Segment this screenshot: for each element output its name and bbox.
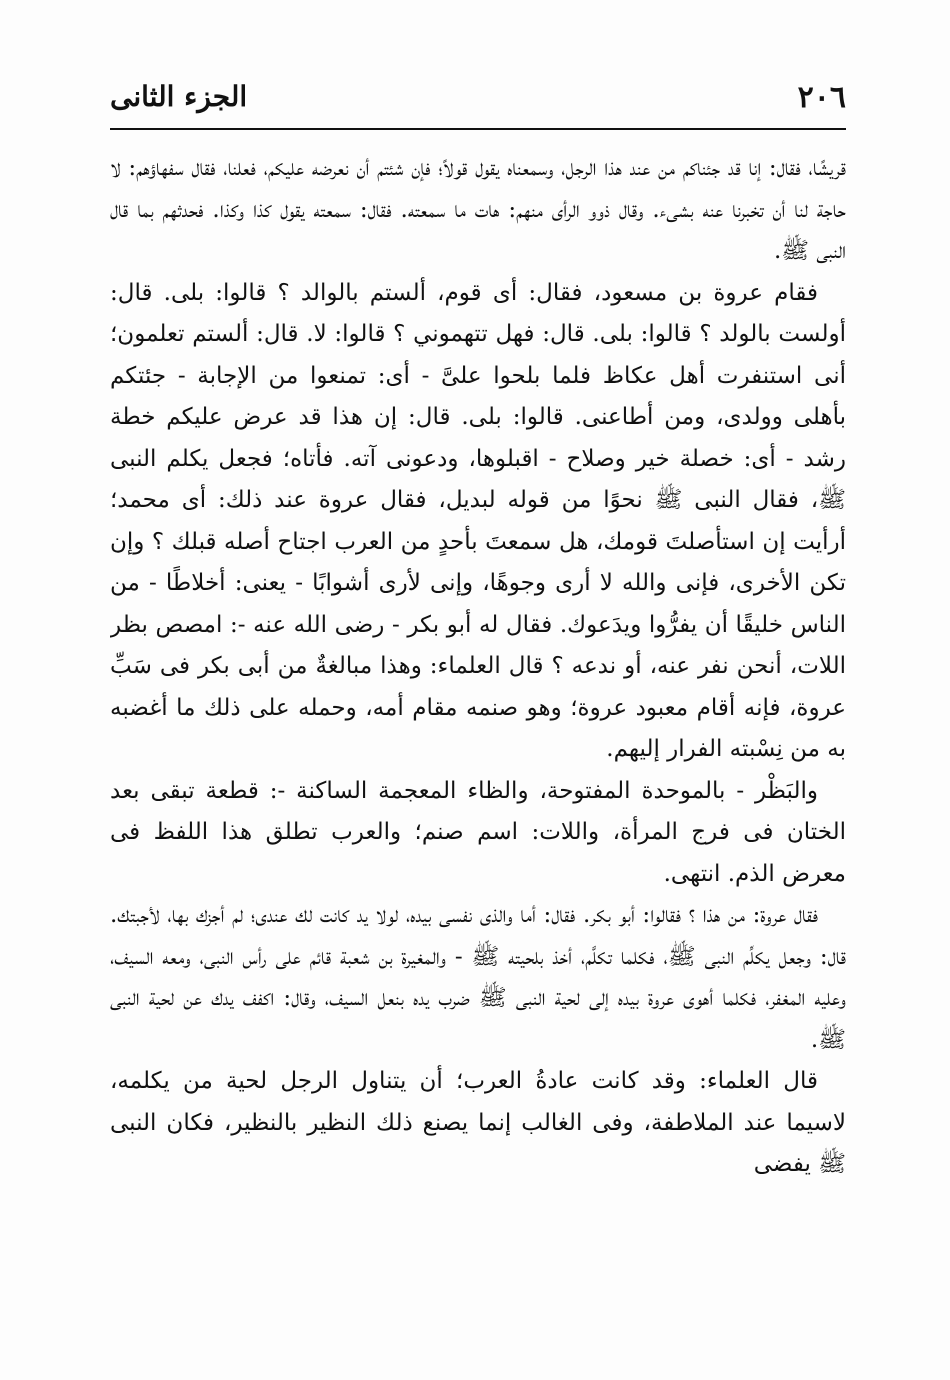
paragraph: والبَظْر - بالموحدة المفتوحة، والظاء المعجمة الساكنة -: قطعة تبقى بعد الختان فى فرج المرأة، واللات: اسم صنم؛ والعرب تطلق هذا اللفظ فى معرض الذم. انتهى. <box>110 777 846 887</box>
paragraph: قريشًا، فقال: إنا قد جئناكم من عند هذا الرجل، وسمعناه يقول قولاً؛ فإن شئتم أن نعرضه عليكم، فعلنا، فقال سفهاؤهم: لا حاجة لنا أن تخبرنا عنه بشىء. وقال ذوو الرأى منهم: هات ما سمعته. فقال: سمعته يقول كذا وكذا. فحدثهم بما قال النبى ﷺ. <box>110 155 846 264</box>
page-number: ٢٠٦ <box>797 80 846 115</box>
header-divider <box>110 128 846 130</box>
paragraph: فقام عروة بن مسعود، فقال: أى قوم، ألستم بالوالد ؟ قالوا: بلى. قال: أولست بالولد ؟ قالوا: بلى. قال: فهل تتهموني ؟ قالوا: لا. قال: ألستم تعلمون؛ أنى استنفرت أهل عكاظ فلما بلحوا علىَّ - أى: تمنعوا من الإجابة - جئتكم بأهلى وولدى، ومن أطاعنى. قالوا: بلى. قال: إن هذا قد عرض عليكم خطة رشد - أى: خصلة خير وصلاح - اقبلوها، ودعونى آته. فأتاه؛ فجعل يكلم النبى ﷺ، فقال النبى ﷺ نحوًا من قوله لبديل، فقال عروة عند ذلك: أى محمد؛ أرأيت إن استأصلتَ قومك، هل سمعتَ بأحدٍ من العرب اجتاح أصله قبلك ؟ وإن تكن الأخرى، فإنى والله لا أرى وجوهًا، وإنى لأرى أشوابًا - يعنى: أخلاطًا - من الناس خليقًا أن يفرُّوا ويدَعوك. فقال له أبو بكر - رضى الله عنه -: امصص بظر اللات، أنحن نفر عنه، أو ندعه ؟ قال العلماء: وهذا مبالغةٌ من أبى بكر فى سَبِّ عروة، فإنه أقام معبود عروة؛ وهو صنمه مقام أمه، وحمله على ذلك ما أغضبه به من نِسْبته الفرار إليهم. <box>110 279 846 762</box>
page-body <box>110 148 846 1308</box>
paragraph: قال العلماء: وقد كانت عادةُ العرب؛ أن يتناول الرجل لحية من يكلمه، لاسيما عند الملاطفة، وفى الغالب إنما يصنع ذلك النظير بالنظير، فكان النبى ﷺ يفضى <box>110 1068 846 1177</box>
running-title: الجزء الثانى <box>110 80 248 113</box>
page-header <box>110 78 846 124</box>
paragraph: فقال عروة: من هذا ؟ فقالوا: أبو بكر. فقال: أما والذى نفسى بيده، لولا يد كانت لك عندى؛ لم أجزك بها، لأجبتك. قال: وجعل يكلِّم النبى ﷺ، فكلما تكلَّم، أخذ بلحيته ﷺ - والمغيرة بن شعبة قائم على رأس النبى، ومعه السيف، وعليه المغفر، فكلما أهوى عروة بيده إلى لحية النبى ﷺ ضرب يده بنعل السيف، وقال: اكفف يدك عن لحية النبى ﷺ. <box>110 902 846 1053</box>
